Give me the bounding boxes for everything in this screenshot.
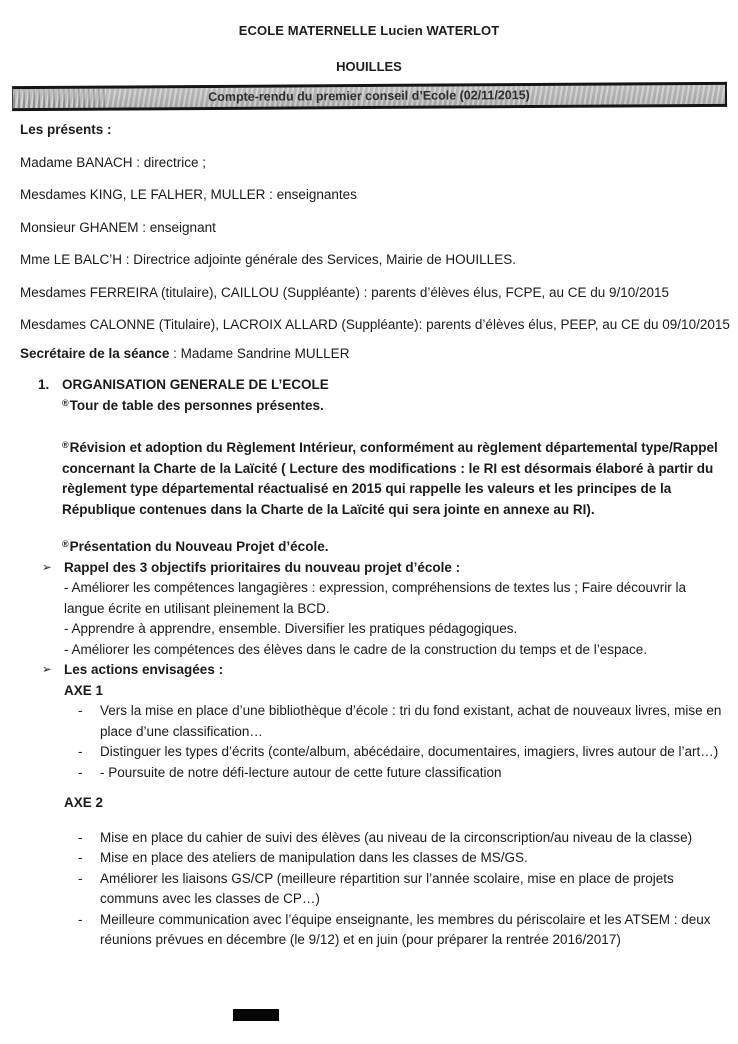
revision-text: Révision et adoption du Règlement Intérieur, conformément au règlement départemental type/Rappel concernant la Charte de la Laïcité ( Lecture des modifications : le RI est désormais élaboré à partir du règlement type départemental réactualisé en 2015 qui rappelle les valeurs et les principes de la République contenues dans la Charte de la Laïcité qui sera jointe en annexe au RI). bbox=[62, 440, 718, 517]
tour-de-table-line bbox=[62, 393, 722, 417]
dash-icon: - bbox=[78, 764, 83, 780]
secretary-label: Secrétaire de la séance bbox=[20, 346, 170, 361]
list-item bbox=[78, 869, 722, 910]
dash-icon: - bbox=[78, 870, 83, 886]
attendees-heading: Les présents : bbox=[20, 122, 112, 137]
dash-icon: - bbox=[78, 850, 83, 865]
list-item-text: Mise en place des ateliers de manipulation dans les classes de MS/GS. bbox=[100, 850, 528, 865]
presentation-text: Présentation du Nouveau Projet d’école. bbox=[69, 539, 329, 554]
presentation-line bbox=[62, 534, 722, 558]
attendee-line-peep: Mesdames CALONNE (Titulaire), LACROIX ALLARD (Suppléante): parents d’élèves élus, PEEP, au CE du 09/10/2015 bbox=[20, 317, 730, 332]
attendee-line-enseignantes: Mesdames KING, LE FALHER, MULLER : enseignantes bbox=[20, 187, 357, 202]
objectifs-block bbox=[40, 558, 722, 661]
list-item-text: Mise en place du cahier de suivi des élèves (au niveau de la circonscription/au niveau de la classe) bbox=[100, 829, 693, 845]
list-item-text: Améliorer les liaisons GS/CP (meilleure répartition sur l’année scolaire, mise en place de projets communs avec les classes de CP…) bbox=[100, 870, 674, 906]
list-item-text: Meilleure communication avec l’équipe enseignante, les membres du périscolaire et les ATSEM : deux réunions prévues en décembre (le 9/12) et en juin (pour préparer la rentrée 2016/2017) bbox=[100, 911, 711, 947]
section-number: 1. bbox=[38, 377, 50, 392]
school-name-title: ECOLE MATERNELLE Lucien WATERLOT bbox=[238, 23, 500, 38]
revision-paragraph bbox=[62, 435, 718, 520]
list-item-text: - Poursuite de notre défi-lecture autour de cette future classification bbox=[100, 764, 502, 780]
dash-icon: - bbox=[78, 703, 83, 718]
dash-icon: - bbox=[78, 744, 83, 759]
axe2-list bbox=[64, 828, 722, 951]
arrow-bullet-icon: ➢ bbox=[42, 664, 52, 676]
attendee-line-mairie: Mme LE BALC’H : Directrice adjointe générale des Services, Mairie de HOUILLES. bbox=[20, 252, 516, 267]
axe1-heading: AXE 1 bbox=[64, 682, 104, 698]
attendee-line-directrice: Madame BANACH : directrice ; bbox=[20, 154, 207, 170]
list-item bbox=[78, 848, 722, 869]
secretary-line bbox=[20, 346, 718, 362]
scan-artifact-mark bbox=[233, 1009, 279, 1021]
objectif-item: - Améliorer les compétences des élèves dans le cadre de la construction du temps et de l’espace. bbox=[64, 641, 648, 657]
list-item bbox=[78, 742, 722, 763]
list-item bbox=[78, 828, 722, 849]
banner-title: Compte-rendu du premier conseil d’Ecole (02/11/2015) bbox=[207, 88, 530, 104]
objectif-item: - Améliorer les compétences langagières : expression, compréhensions de textes lus ; Faire découvrir la langue écrite en utilisant pleinement la BCD. bbox=[64, 580, 687, 616]
arrow-bullet-icon: ➢ bbox=[42, 561, 52, 574]
dash-icon: - bbox=[78, 911, 83, 927]
document-body bbox=[0, 109, 738, 951]
axe1-list bbox=[64, 701, 722, 783]
list-item bbox=[78, 763, 722, 784]
objectifs-body bbox=[64, 558, 722, 661]
actions-body bbox=[64, 660, 722, 951]
star-bullet-icon: ® bbox=[62, 398, 69, 408]
report-title-banner bbox=[11, 82, 726, 111]
city-title: HOUILLES bbox=[336, 59, 402, 74]
list-item bbox=[78, 701, 722, 742]
attendee-line-enseignant: Monsieur GHANEM : enseignant bbox=[20, 219, 216, 235]
objectifs-heading: Rappel des 3 objectifs prioritaires du nouveau projet d’école : bbox=[64, 559, 461, 575]
actions-heading: Les actions envisagées : bbox=[64, 662, 224, 677]
dash-icon: - bbox=[78, 829, 83, 845]
star-bullet-icon: ® bbox=[62, 440, 69, 450]
list-item-text: Vers la mise en place d’une bibliothèque d’école : tri du fond existant, achat de nouveaux livres, mise en place d’une classification… bbox=[100, 703, 722, 739]
actions-block bbox=[40, 660, 722, 951]
list-item bbox=[78, 910, 722, 951]
section-1 bbox=[20, 376, 722, 951]
star-bullet-icon: ® bbox=[62, 539, 69, 549]
section-title: ORGANISATION GENERALE DE L’ECOLE bbox=[62, 377, 329, 392]
axe2-heading: AXE 2 bbox=[64, 795, 104, 810]
list-item-text: Distinguer les types d’écrits (conte/album, abécédaire, documentaires, imagiers, livres autour de l’art…) bbox=[100, 744, 719, 759]
tour-de-table-text: Tour de table des personnes présentes. bbox=[69, 398, 324, 413]
attendee-line-fcpe: Mesdames FERREIRA (titulaire), CAILLOU (Suppléante) : parents d’élèves élus, FCPE, au CE du 9/10/2015 bbox=[20, 284, 670, 300]
objectif-item: - Apprendre à apprendre, ensemble. Diversifier les pratiques pédagogiques. bbox=[64, 621, 518, 636]
section-1-heading bbox=[20, 376, 718, 393]
section-1-body bbox=[42, 393, 722, 951]
secretary-value: : Madame Sandrine MULLER bbox=[169, 346, 350, 361]
